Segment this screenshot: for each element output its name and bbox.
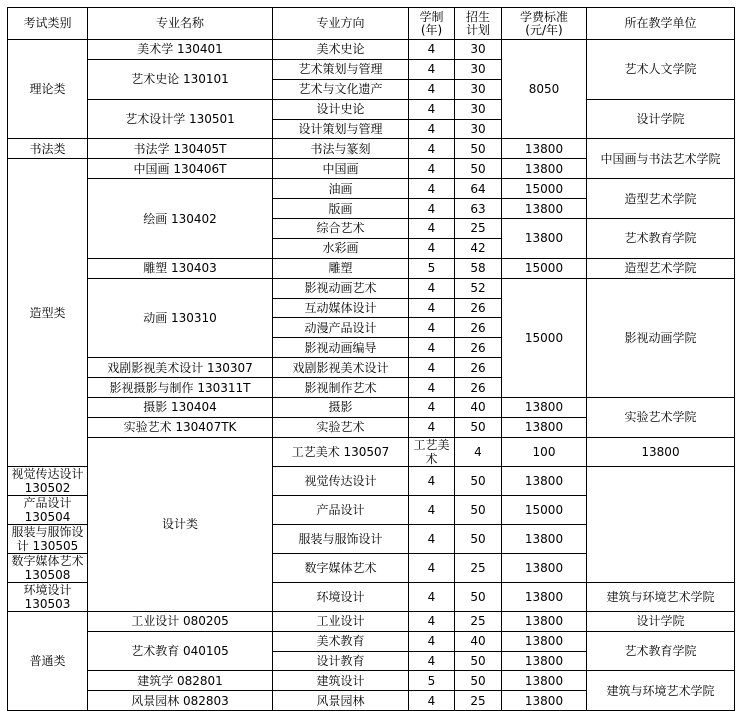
direction-cell: 中国画 xyxy=(273,159,409,179)
years-cell: 4 xyxy=(409,179,455,199)
years-cell: 4 xyxy=(409,139,455,159)
header-years-line2: (年) xyxy=(420,22,443,37)
plan-cell: 50 xyxy=(455,582,502,611)
plan-cell: 40 xyxy=(455,631,502,651)
table-row xyxy=(8,179,735,199)
college-cell: 艺术教育学院 xyxy=(587,219,735,259)
major-cell: 视觉传达设计 130502 xyxy=(8,466,88,495)
header-row xyxy=(8,8,735,40)
header-plan-line2: 计划 xyxy=(465,22,490,37)
plan-cell: 25 xyxy=(455,691,502,711)
header-category: 考试类别 xyxy=(8,8,88,40)
plan-cell: 50 xyxy=(455,417,502,437)
direction-cell: 摄影 xyxy=(273,398,409,418)
major-cell: 产品设计 130504 xyxy=(8,495,88,524)
major-cell: 影视摄影与制作 130311T xyxy=(88,378,273,398)
years-cell: 4 xyxy=(409,238,455,258)
years-cell: 4 xyxy=(409,219,455,239)
category-cell: 造型类 xyxy=(8,159,88,466)
direction-cell: 实验艺术 xyxy=(273,417,409,437)
college-cell: 设计学院 xyxy=(587,99,735,139)
fee-cell: 13800 xyxy=(502,199,587,219)
fee-cell: 15000 xyxy=(502,278,587,397)
major-cell: 书法学 130405T xyxy=(88,139,273,159)
fee-cell: 13800 xyxy=(502,553,587,582)
header-major: 专业名称 xyxy=(88,8,273,40)
years-cell: 4 xyxy=(409,358,455,378)
direction-cell: 工业设计 xyxy=(273,611,409,631)
fee-cell: 13800 xyxy=(502,139,587,159)
major-cell: 数字媒体艺术 130508 xyxy=(8,553,88,582)
plan-cell: 25 xyxy=(455,611,502,631)
major-cell: 美术学 130401 xyxy=(88,40,273,60)
years-cell: 4 xyxy=(409,651,455,671)
fee-cell: 13800 xyxy=(502,651,587,671)
direction-cell: 互动媒体设计 xyxy=(273,298,409,318)
years-cell: 4 xyxy=(409,40,455,60)
plan-cell: 50 xyxy=(455,466,502,495)
table-row xyxy=(8,671,735,691)
fee-cell: 15000 xyxy=(502,258,587,278)
college-cell: 艺术人文学院 xyxy=(587,40,735,100)
direction-cell: 影视制作艺术 xyxy=(273,378,409,398)
category-cell: 设计类 xyxy=(88,437,273,611)
plan-cell: 58 xyxy=(455,258,502,278)
plan-cell: 26 xyxy=(455,298,502,318)
fee-cell: 8050 xyxy=(502,40,587,139)
header-years xyxy=(409,8,455,40)
direction-cell: 产品设计 xyxy=(273,495,409,524)
years-cell: 4 xyxy=(409,495,455,524)
direction-cell: 影视动画编导 xyxy=(273,338,409,358)
plan-cell: 25 xyxy=(455,219,502,239)
table-row xyxy=(8,611,735,631)
fee-cell: 15000 xyxy=(502,179,587,199)
years-cell: 4 xyxy=(409,79,455,99)
header-fee xyxy=(502,8,587,40)
header-plan xyxy=(455,8,502,40)
plan-cell: 50 xyxy=(455,495,502,524)
years-cell: 4 xyxy=(409,691,455,711)
years-cell: 4 xyxy=(409,631,455,651)
direction-cell: 美术史论 xyxy=(273,40,409,60)
years-cell: 4 xyxy=(409,417,455,437)
years-cell: 4 xyxy=(409,199,455,219)
college-cell: 中国画与书法艺术学院 xyxy=(587,139,735,179)
direction-cell: 设计教育 xyxy=(273,651,409,671)
major-cell: 工艺美术 130507 xyxy=(273,437,409,466)
plan-cell: 50 xyxy=(455,671,502,691)
table-row xyxy=(8,631,735,651)
category-cell: 理论类 xyxy=(8,40,88,139)
plan-cell: 30 xyxy=(455,79,502,99)
fee-cell: 13800 xyxy=(502,691,587,711)
college-cell: 实验艺术学院 xyxy=(587,398,735,438)
category-cell: 书法类 xyxy=(8,139,88,159)
plan-cell: 100 xyxy=(502,437,587,466)
plan-cell: 26 xyxy=(455,318,502,338)
direction-cell: 影视动画艺术 xyxy=(273,278,409,298)
years-cell: 4 xyxy=(409,159,455,179)
major-cell: 环境设计 130503 xyxy=(8,582,88,611)
major-cell: 雕塑 130403 xyxy=(88,258,273,278)
fee-cell: 13800 xyxy=(502,582,587,611)
major-cell: 艺术设计学 130501 xyxy=(88,99,273,139)
years-cell: 4 xyxy=(409,119,455,139)
years-cell: 4 xyxy=(409,318,455,338)
college-cell: 影视动画学院 xyxy=(587,278,735,397)
direction-cell: 环境设计 xyxy=(273,582,409,611)
college-cell: 艺术教育学院 xyxy=(587,631,735,671)
direction-cell: 综合艺术 xyxy=(273,219,409,239)
years-cell: 4 xyxy=(409,59,455,79)
years-cell: 4 xyxy=(409,524,455,553)
years-cell: 4 xyxy=(409,611,455,631)
years-cell: 4 xyxy=(409,278,455,298)
plan-cell: 26 xyxy=(455,338,502,358)
plan-cell: 64 xyxy=(455,179,502,199)
college-cell: 造型艺术学院 xyxy=(587,179,735,219)
direction-cell: 服装与服饰设计 xyxy=(273,524,409,553)
years-cell: 4 xyxy=(409,298,455,318)
table-row xyxy=(8,99,735,119)
fee-cell: 15000 xyxy=(502,495,587,524)
direction-cell: 戏剧影视美术设计 xyxy=(273,358,409,378)
major-cell: 工业设计 080205 xyxy=(88,611,273,631)
years-cell: 4 xyxy=(409,99,455,119)
fee-cell: 13800 xyxy=(502,417,587,437)
plan-cell: 50 xyxy=(455,139,502,159)
college-cell: 建筑与环境艺术学院 xyxy=(587,582,735,611)
college-cell: 造型艺术学院 xyxy=(587,258,735,278)
category-cell: 普通类 xyxy=(8,611,88,710)
header-fee-line2: (元/年) xyxy=(525,22,563,37)
years-cell: 4 xyxy=(409,398,455,418)
direction-cell: 美术教育 xyxy=(273,631,409,651)
fee-cell: 13800 xyxy=(502,671,587,691)
direction-cell: 风景园林 xyxy=(273,691,409,711)
direction-cell: 版画 xyxy=(273,199,409,219)
table-row xyxy=(8,398,735,418)
college-cell: 设计学院 xyxy=(587,611,735,631)
table-row xyxy=(8,278,735,298)
fee-cell: 13800 xyxy=(502,466,587,495)
plan-cell: 26 xyxy=(455,378,502,398)
direction-cell: 视觉传达设计 xyxy=(273,466,409,495)
plan-cell: 50 xyxy=(455,524,502,553)
years-cell: 4 xyxy=(409,378,455,398)
fee-cell: 13800 xyxy=(502,631,587,651)
years-cell: 4 xyxy=(409,338,455,358)
major-cell: 动画 130310 xyxy=(88,278,273,358)
header-fee-line1: 学费标准 xyxy=(519,9,568,24)
direction-cell: 艺术策划与管理 xyxy=(273,59,409,79)
table-row xyxy=(8,258,735,278)
major-cell: 绘画 130402 xyxy=(88,179,273,259)
plan-cell: 40 xyxy=(455,398,502,418)
direction-cell: 油画 xyxy=(273,179,409,199)
fee-cell: 13800 xyxy=(502,398,587,418)
college-cell: 建筑与环境艺术学院 xyxy=(587,671,735,711)
years-cell: 4 xyxy=(455,437,502,466)
direction-cell: 数字媒体艺术 xyxy=(273,553,409,582)
major-cell: 戏剧影视美术设计 130307 xyxy=(88,358,273,378)
direction-cell: 工艺美术 xyxy=(409,437,455,466)
major-cell: 中国画 130406T xyxy=(88,159,273,179)
major-cell: 摄影 130404 xyxy=(88,398,273,418)
plan-cell: 42 xyxy=(455,238,502,258)
header-direction: 专业方向 xyxy=(273,8,409,40)
table-row xyxy=(8,40,735,60)
direction-cell: 建筑设计 xyxy=(273,671,409,691)
plan-cell: 30 xyxy=(455,40,502,60)
years-cell: 5 xyxy=(409,671,455,691)
fee-cell: 13800 xyxy=(502,159,587,179)
plan-cell: 30 xyxy=(455,59,502,79)
years-cell: 4 xyxy=(409,553,455,582)
plan-cell: 50 xyxy=(455,159,502,179)
direction-cell: 雕塑 xyxy=(273,258,409,278)
header-years-line1: 学制 xyxy=(419,9,444,24)
plan-cell: 25 xyxy=(455,553,502,582)
direction-cell: 设计策划与管理 xyxy=(273,119,409,139)
plan-cell: 63 xyxy=(455,199,502,219)
fee-cell: 13800 xyxy=(502,611,587,631)
table-row xyxy=(8,437,735,466)
major-cell: 建筑学 082801 xyxy=(88,671,273,691)
direction-cell: 设计史论 xyxy=(273,99,409,119)
header-college: 所在教学单位 xyxy=(587,8,735,40)
direction-cell: 水彩画 xyxy=(273,238,409,258)
direction-cell: 书法与篆刻 xyxy=(273,139,409,159)
major-cell: 艺术史论 130101 xyxy=(88,59,273,99)
years-cell: 5 xyxy=(409,258,455,278)
direction-cell: 动漫产品设计 xyxy=(273,318,409,338)
fee-cell: 13800 xyxy=(502,219,587,259)
plan-cell: 30 xyxy=(455,99,502,119)
admissions-table xyxy=(7,7,735,711)
header-plan-line1: 招生 xyxy=(465,9,490,24)
major-cell: 风景园林 082803 xyxy=(88,691,273,711)
years-cell: 4 xyxy=(409,466,455,495)
direction-cell: 艺术与文化遗产 xyxy=(273,79,409,99)
plan-cell: 26 xyxy=(455,358,502,378)
major-cell: 艺术教育 040105 xyxy=(88,631,273,671)
major-cell: 实验艺术 130407TK xyxy=(88,417,273,437)
table-row xyxy=(8,139,735,159)
fee-cell: 13800 xyxy=(587,437,735,466)
major-cell: 服装与服饰设计 130505 xyxy=(8,524,88,553)
plan-cell: 52 xyxy=(455,278,502,298)
fee-cell: 13800 xyxy=(502,524,587,553)
plan-cell: 50 xyxy=(455,651,502,671)
years-cell: 4 xyxy=(409,582,455,611)
plan-cell: 30 xyxy=(455,119,502,139)
